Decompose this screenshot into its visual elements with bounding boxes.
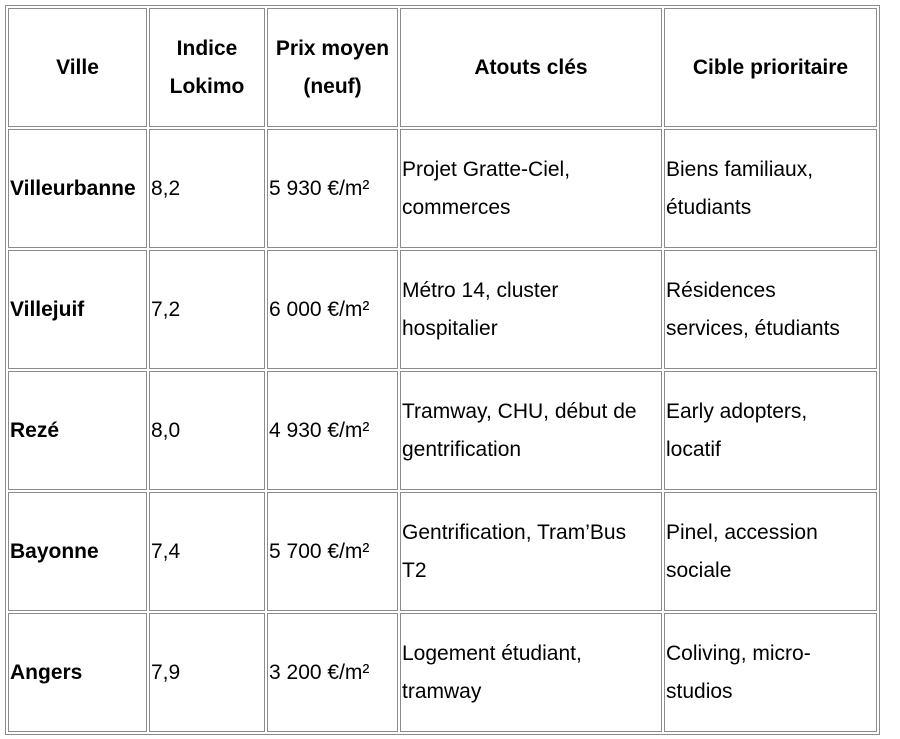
header-prix-label-line1: Prix moyen bbox=[275, 36, 390, 60]
cell-atouts-line1: Tramway, CHU, début de bbox=[402, 399, 637, 423]
cell-atouts-line2: tramway bbox=[402, 679, 482, 703]
cell-cible bbox=[664, 371, 877, 490]
cell-indice bbox=[149, 613, 265, 732]
table-header-row bbox=[8, 8, 877, 127]
cell-atouts bbox=[400, 492, 662, 611]
header-cible-label: Cible prioritaire bbox=[692, 55, 849, 79]
cell-indice-text: 7,4 bbox=[151, 539, 181, 563]
cell-atouts-line1: Logement étudiant, bbox=[402, 641, 582, 665]
cell-atouts bbox=[400, 371, 662, 490]
cell-cible-line1: Early adopters, bbox=[666, 399, 808, 423]
cell-prix bbox=[267, 613, 398, 732]
cell-prix-text: 6 000 €/m² bbox=[269, 297, 370, 321]
cell-prix-text: 3 200 €/m² bbox=[269, 660, 370, 684]
cell-cible-line2: sociale bbox=[666, 558, 732, 582]
cell-ville-text: Rezé bbox=[10, 418, 60, 442]
cell-atouts bbox=[400, 613, 662, 732]
table-row bbox=[8, 250, 877, 369]
cell-ville-text: Bayonne bbox=[10, 539, 99, 563]
table-row bbox=[8, 492, 877, 611]
cell-ville bbox=[8, 129, 147, 248]
cell-cible-line2: étudiants bbox=[666, 195, 752, 219]
cell-atouts-line1: Gentrification, Tram’Bus bbox=[402, 520, 627, 544]
cell-atouts bbox=[400, 129, 662, 248]
cell-atouts-line2: gentrification bbox=[402, 437, 522, 461]
header-indice bbox=[149, 8, 265, 127]
cell-atouts-line2: hospitalier bbox=[402, 316, 498, 340]
table-row bbox=[8, 613, 877, 732]
cities-table bbox=[5, 5, 880, 735]
cell-indice bbox=[149, 250, 265, 369]
cell-ville-text: Villejuif bbox=[10, 297, 85, 321]
cell-atouts-line1: Métro 14, cluster bbox=[402, 278, 559, 302]
cell-indice bbox=[149, 492, 265, 611]
header-indice-label-line2: Lokimo bbox=[169, 74, 245, 98]
header-atouts-label: Atouts clés bbox=[474, 55, 588, 79]
cell-indice bbox=[149, 129, 265, 248]
cell-indice-text: 8,2 bbox=[151, 176, 181, 200]
cell-prix bbox=[267, 250, 398, 369]
cell-cible bbox=[664, 613, 877, 732]
cell-ville bbox=[8, 613, 147, 732]
cell-atouts-line2: commerces bbox=[402, 195, 511, 219]
cell-cible bbox=[664, 492, 877, 611]
header-atouts bbox=[400, 8, 662, 127]
cell-ville-text: Villeurbanne bbox=[10, 176, 136, 200]
cell-ville bbox=[8, 250, 147, 369]
header-ville bbox=[8, 8, 147, 127]
cell-atouts bbox=[400, 250, 662, 369]
cell-prix-text: 4 930 €/m² bbox=[269, 418, 370, 442]
cell-cible bbox=[664, 250, 877, 369]
cell-prix bbox=[267, 492, 398, 611]
table-row bbox=[8, 371, 877, 490]
cell-cible-line1: Pinel, accession bbox=[666, 520, 818, 544]
cell-cible-line1: Biens familiaux, bbox=[666, 157, 814, 181]
cell-indice-text: 7,2 bbox=[151, 297, 181, 321]
cell-indice-text: 8,0 bbox=[151, 418, 181, 442]
cell-cible-line2: studios bbox=[666, 679, 733, 703]
cell-prix-text: 5 700 €/m² bbox=[269, 539, 370, 563]
header-ville-label: Ville bbox=[56, 55, 99, 79]
table-row bbox=[8, 129, 877, 248]
cell-ville bbox=[8, 492, 147, 611]
cell-indice-text: 7,9 bbox=[151, 660, 181, 684]
cell-atouts-line1: Projet Gratte-Ciel, bbox=[402, 157, 571, 181]
cell-cible-line2: locatif bbox=[666, 437, 721, 461]
header-cible bbox=[664, 8, 877, 127]
cell-prix-text: 5 930 €/m² bbox=[269, 176, 370, 200]
cell-cible bbox=[664, 129, 877, 248]
cell-ville bbox=[8, 371, 147, 490]
cell-ville-text: Angers bbox=[10, 660, 83, 684]
header-indice-label-line1: Indice bbox=[176, 36, 238, 60]
cell-atouts-line2: T2 bbox=[402, 558, 427, 582]
cell-prix bbox=[267, 129, 398, 248]
header-prix bbox=[267, 8, 398, 127]
cell-prix bbox=[267, 371, 398, 490]
header-prix-label-line2: (neuf) bbox=[303, 74, 362, 98]
cell-cible-line2: services, étudiants bbox=[666, 316, 840, 340]
cell-cible-line1: Coliving, micro- bbox=[666, 641, 811, 665]
cell-cible-line1: Résidences bbox=[666, 278, 776, 302]
cell-indice bbox=[149, 371, 265, 490]
